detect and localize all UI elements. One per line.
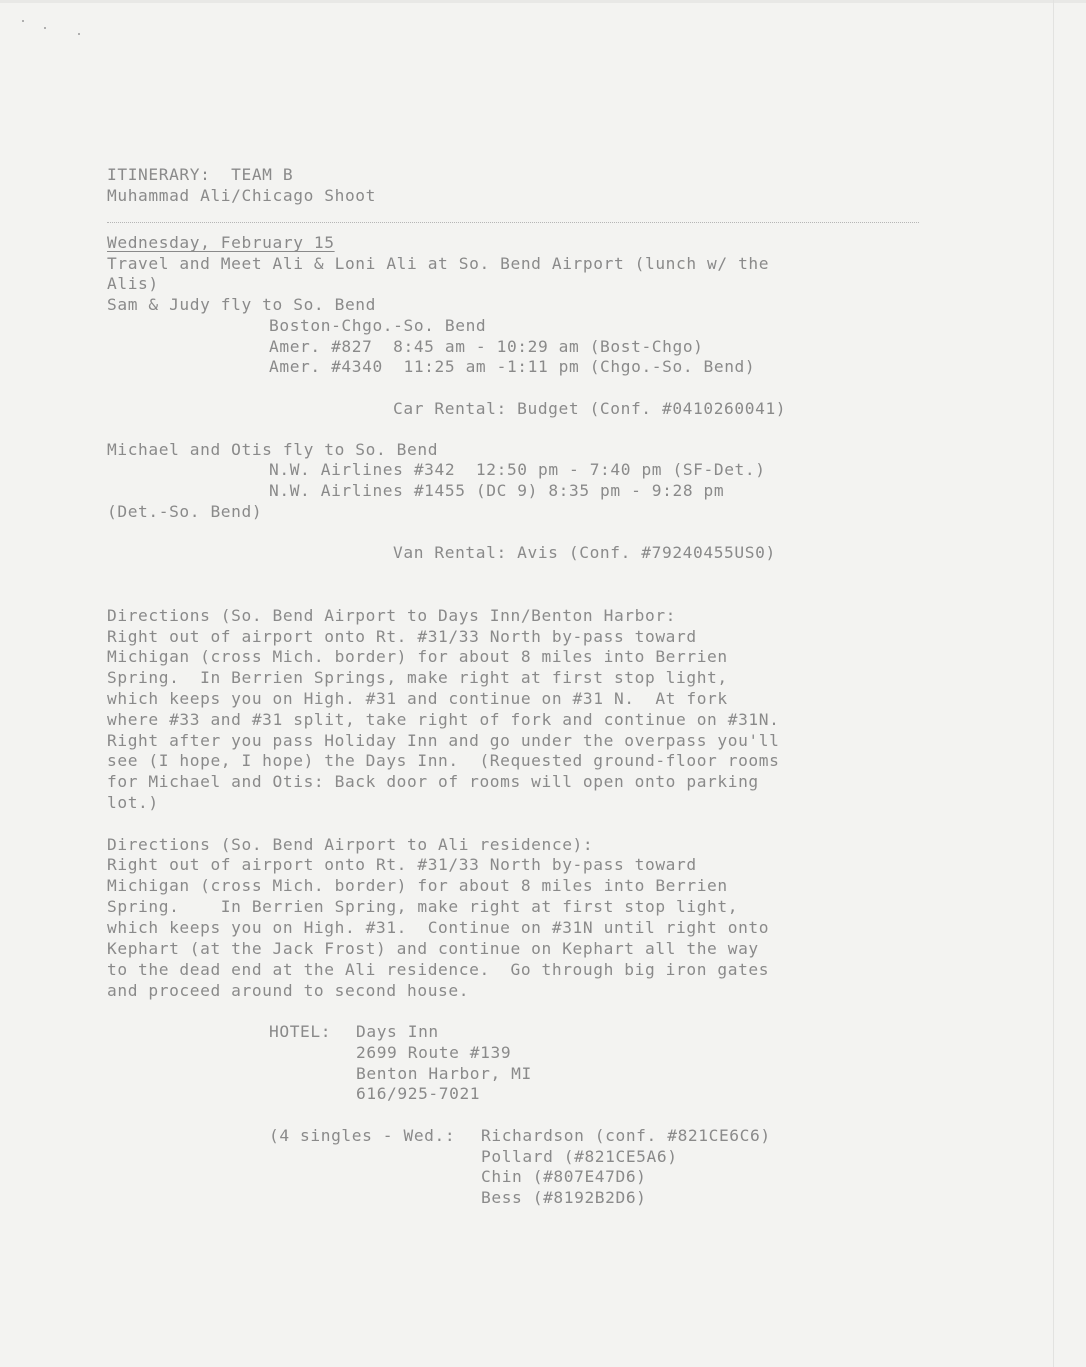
paper-speck: [22, 20, 24, 22]
hotel-label: HOTEL:: [269, 1022, 332, 1041]
directions-line: Right out of airport onto Rt. #31/33 North by-pass toward: [107, 627, 697, 646]
day-summary-line: Travel and Meet Ali & Loni Ali at So. Bend Airport (lunch w/ the: [107, 254, 770, 273]
flight-leg-continued: (Det.-So. Bend): [107, 502, 263, 521]
rooms-prefix: (4 singles - Wed.:: [269, 1126, 456, 1145]
itinerary-title: ITINERARY: TEAM B: [107, 165, 294, 184]
directions-line: and proceed around to second house.: [107, 981, 470, 1000]
directions-line: Spring. In Berrien Springs, make right at first stop light,: [107, 668, 728, 687]
day-date: Wednesday, February 15: [107, 233, 335, 252]
flight-route: Boston-Chgo.-So. Bend: [269, 316, 487, 335]
directions-line: Right after you pass Holiday Inn and go under the overpass you'll: [107, 731, 780, 750]
directions-line: see (I hope, I hope) the Days Inn. (Requested ground-floor rooms: [107, 751, 780, 770]
car-rental: Car Rental: Budget (Conf. #0410260041): [393, 399, 787, 418]
hotel-name: Days Inn: [356, 1022, 439, 1041]
room-entry: Pollard (#821CE5A6): [481, 1147, 678, 1166]
directions-line: Michigan (cross Mich. border) for about 8 miles into Berrien: [107, 876, 728, 895]
hotel-phone: 616/925-7021: [356, 1084, 481, 1103]
directions-line: Kephart (at the Jack Frost) and continue on Kephart all the way: [107, 939, 759, 958]
page-top-edge: [0, 0, 1086, 3]
flight-leg: Amer. #4340 11:25 am -1:11 pm (Chgo.-So. Bend): [269, 357, 756, 376]
directions-line: Spring. In Berrien Spring, make right at first stop light,: [107, 897, 739, 916]
flight-leg: N.W. Airlines #342 12:50 pm - 7:40 pm (SF-Det.): [269, 460, 766, 479]
flight-group-travelers: Michael and Otis fly to So. Bend: [107, 440, 439, 459]
room-entry: Bess (#8192B2D6): [481, 1188, 647, 1207]
directions-line: Directions (So. Bend Airport to Days Inn/Benton Harbor:: [107, 606, 677, 625]
day-summary-line: Alis): [107, 274, 159, 293]
room-entry: Chin (#807E47D6): [481, 1167, 647, 1186]
room-entry: Richardson (conf. #821CE6C6): [481, 1126, 771, 1145]
directions-line: which keeps you on High. #31 and continue on #31 N. At fork: [107, 689, 728, 708]
van-rental: Van Rental: Avis (Conf. #79240455US0): [393, 543, 776, 562]
hotel-address: Benton Harbor, MI: [356, 1064, 532, 1083]
directions-line: where #33 and #31 split, take right of fork and continue on #31N.: [107, 710, 780, 729]
directions-line: which keeps you on High. #31. Continue on #31N until right onto: [107, 918, 770, 937]
directions-line: to the dead end at the Ali residence. Go through big iron gates: [107, 960, 770, 979]
directions-line: Directions (So. Bend Airport to Ali residence):: [107, 835, 594, 854]
directions-line: lot.): [107, 793, 159, 812]
itinerary-subtitle: Muhammad Ali/Chicago Shoot: [107, 186, 376, 205]
directions-line: Michigan (cross Mich. border) for about 8 miles into Berrien: [107, 647, 728, 666]
flight-leg: Amer. #827 8:45 am - 10:29 am (Bost-Chgo): [269, 337, 704, 356]
header-divider: [107, 222, 919, 223]
flight-leg: N.W. Airlines #1455 (DC 9) 8:35 pm - 9:28 pm: [269, 481, 725, 500]
directions-line: Right out of airport onto Rt. #31/33 North by-pass toward: [107, 855, 697, 874]
paper-speck: [78, 33, 80, 35]
flight-group-travelers: Sam & Judy fly to So. Bend: [107, 295, 376, 314]
page-right-edge: [1053, 0, 1054, 1367]
hotel-address: 2699 Route #139: [356, 1043, 512, 1062]
directions-line: for Michael and Otis: Back door of rooms will open onto parking: [107, 772, 759, 791]
paper-speck: [44, 27, 46, 29]
